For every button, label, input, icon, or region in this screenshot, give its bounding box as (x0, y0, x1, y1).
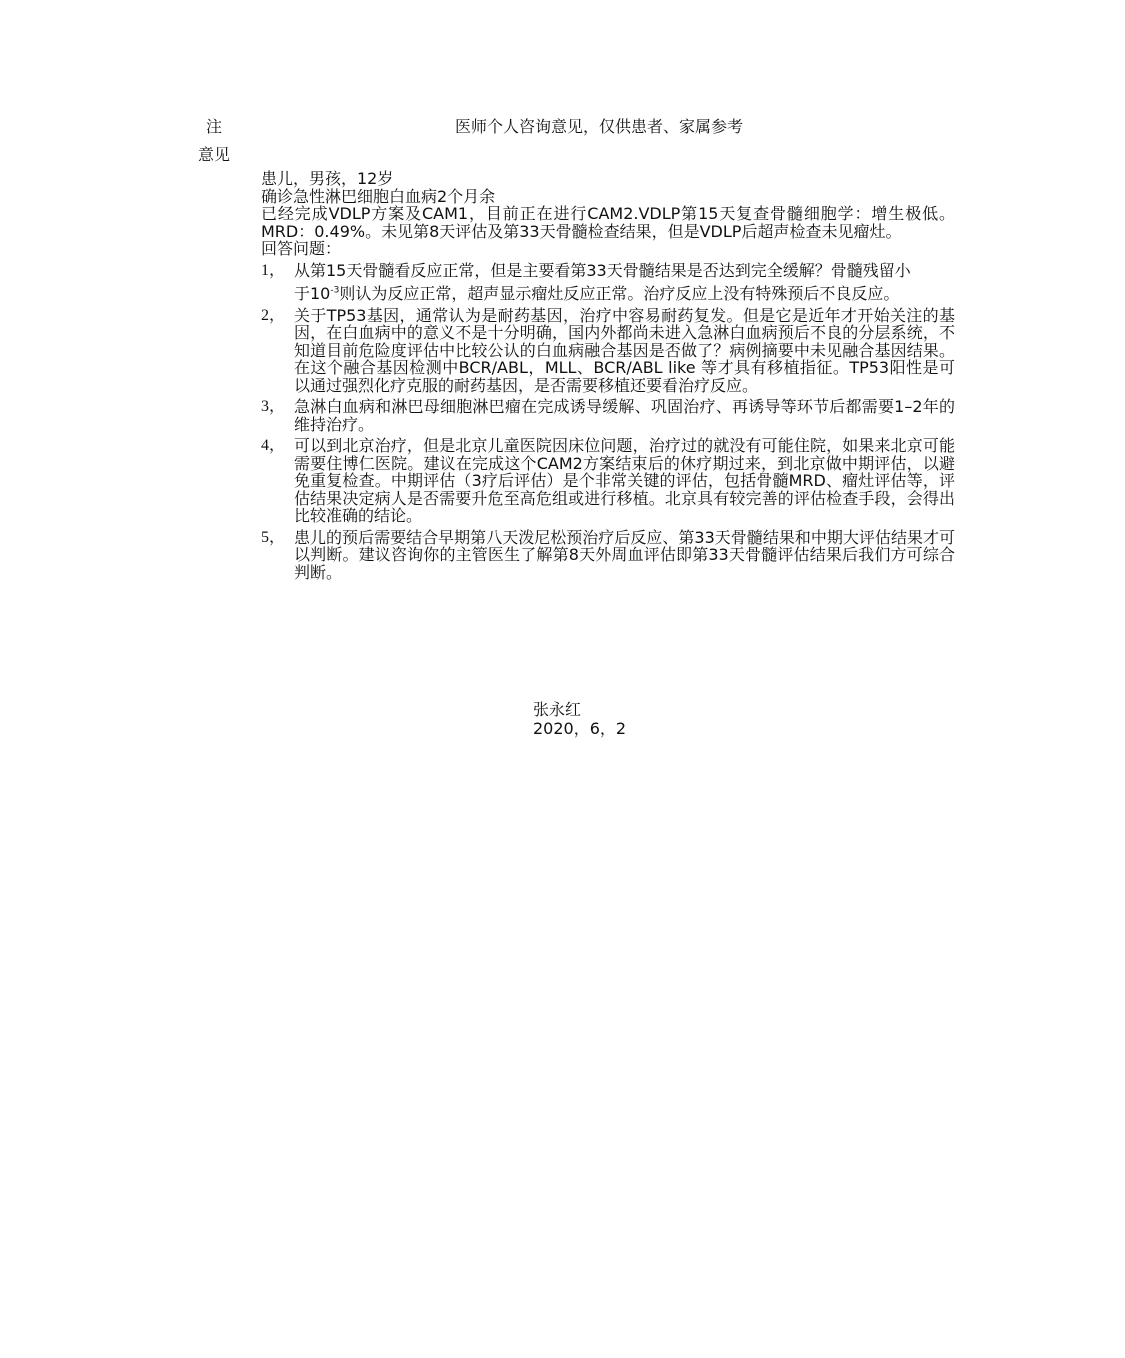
answer-item-2 (261, 307, 955, 395)
document-body (261, 170, 955, 581)
margin-label-note: 注 (206, 117, 223, 136)
answer-number: 5， (261, 528, 286, 546)
signature-date: 2020，6，2 (533, 719, 627, 738)
answer-heading: 回答问题： (261, 239, 342, 258)
answer-item-1 (261, 262, 955, 303)
answer-text-pre: 于10 (294, 284, 331, 303)
document-header: 医师个人咨询意见，仅供患者、家属参考 (455, 117, 744, 136)
answer-text: 关于TP53基因，通常认为是耐药基因，治疗中容易耐药复发。但是它是近年才开始关注的基因，在白血病中的意义不是十分明确，国内外都尚未进入急淋白血病预后不良的分层系统，不知道目前危险度评估中比较公认的白血病融合基因是否做了？病例摘要中未见融合基因结果。在这个融合基因检测中BCR/ABL，MLL、BCR/ABL like 等才具有移植指征。TP53阳性是可以通过强烈化疗克服的耐药基因，是否需要移植还要看治疗反应。 (294, 305, 955, 395)
treatment-history: 已经完成VDLP方案及CAM1，目前正在进行CAM2.VDLP第15天复查骨髓细胞学：增生极低。MRD：0.49%。未见第8天评估及第33天骨髓检查结果，但是VDLP后超声检查未见瘤灶。 (261, 204, 955, 241)
answer-list (261, 262, 955, 582)
answer-text: 可以到北京治疗，但是北京儿童医院因床位问题，治疗过的就没有可能住院，如果来北京可能需要住博仁医院。建议在完成这个CAM2方案结束后的休疗期过来，到北京做中期评估，以避免重复检查。中期评估（3疗后评估）是个非常关键的评估，包括骨髓MRD、瘤灶评估等，评估结果决定病人是否需要升危至高危组或进行移植。北京具有较完善的评估检查手段，会得出比较准确的结论。 (294, 436, 955, 525)
answer-number: 4， (261, 437, 286, 454)
diagnosis-info: 确诊急性淋巴细胞白血病2个月余 (261, 186, 496, 206)
signature-block (533, 700, 626, 738)
answer-text-post: 则认为反应正常，超声显示瘤灶反应正常。治疗反应上没有特殊预后不良反应。 (339, 284, 900, 303)
patient-info: 患儿，男孩，12岁 (261, 169, 394, 188)
answer-number: 2， (261, 306, 286, 324)
answer-number: 3， (261, 398, 286, 415)
signature-name: 张永红 (533, 700, 582, 719)
answer-item-5 (261, 529, 955, 582)
answer-item-4 (261, 437, 955, 525)
answer-number: 1， (261, 261, 286, 279)
answer-text-line1: 从第15天骨髓看反应正常，但是主要看第33天骨髓结果是否达到完全缓解？骨髓残留小 (294, 260, 911, 280)
answer-text: 急淋白血病和淋巴母细胞淋巴瘤在完成诱导缓解、巩固治疗、再诱导等环节后都需要1–2年的维持治疗。 (294, 397, 955, 434)
answer-text: 患儿的预后需要结合早期第八天泼尼松预治疗后反应、第33天骨髓结果和中期大评估结果才可以判断。建议咨询你的主管医生了解第8天外周血评估即第33天骨髓评估结果后我们方可综合判断。 (294, 527, 955, 582)
answer-item-3 (261, 398, 955, 433)
exponent: -3 (330, 285, 340, 296)
margin-label-opinion: 意见 (198, 145, 231, 164)
answer-text-line2 (294, 285, 955, 303)
